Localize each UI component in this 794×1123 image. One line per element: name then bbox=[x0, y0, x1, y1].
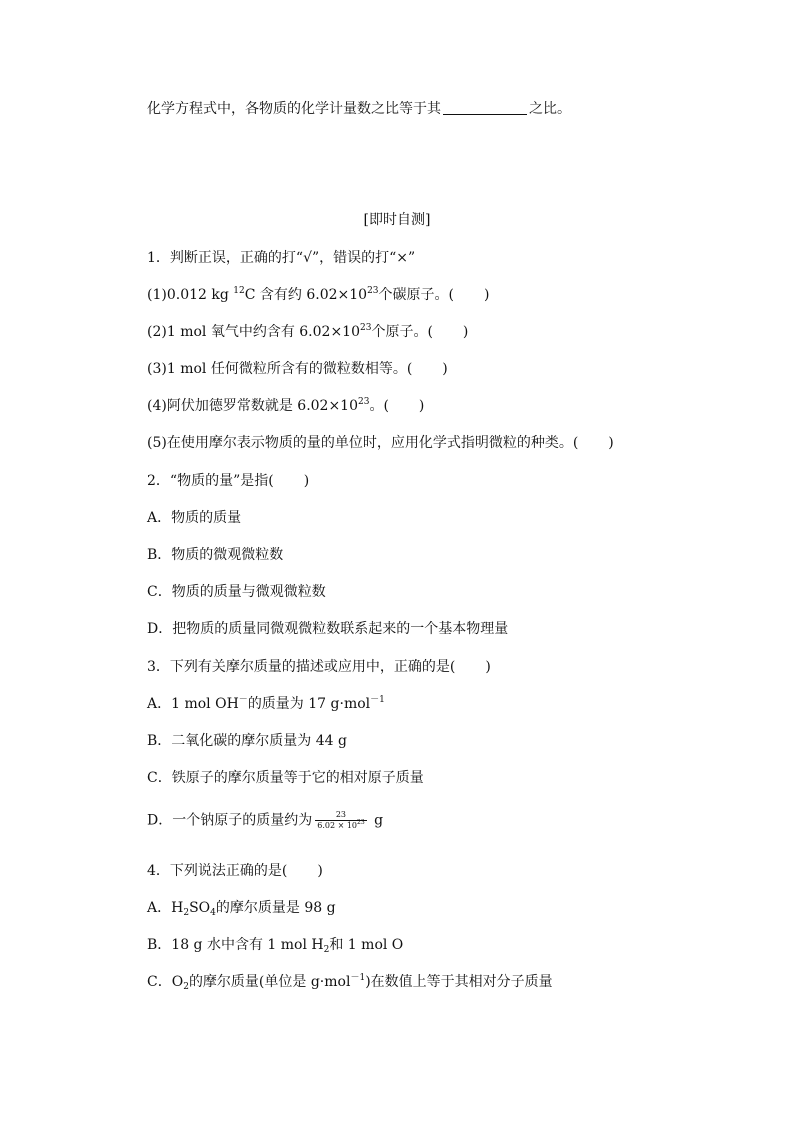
q2-stem: 2．“物质的量”是指( ) bbox=[147, 473, 310, 489]
q1-item-4: (4)阿伏加德罗常数就是 $6.02\times 10^{23}$。( ) bbox=[147, 397, 425, 414]
answer-blank[interactable] bbox=[443, 100, 527, 115]
q3-option-d[interactable]: D．一个钠原子的质量约为 $\frac{23}{6.02 \times 10^{23}}$ g bbox=[147, 810, 384, 830]
q4-option-b[interactable]: B．18 g 水中含有 1 mol $H_2$和 1 mol O bbox=[147, 937, 404, 955]
q4-option-c[interactable]: C．$O_2$的摩尔质量(单位是 g·mol$^{-1}$)在数值上等于其相对分子质量 bbox=[147, 973, 553, 992]
q3-option-c[interactable]: C．铁原子的摩尔质量等于它的相对原子质量 bbox=[147, 770, 424, 786]
q2-option-d[interactable]: D．把物质的质量同微观微粒数联系起来的一个基本物理量 bbox=[147, 621, 509, 637]
q1-item-5: (5)在使用摩尔表示物质的量的单位时，应用化学式指明微粒的种类。( ) bbox=[147, 435, 614, 451]
q1-item-2: (2)1 mol 氧气中约含有 $6.02\times 10^{23}$个原子。( ) bbox=[147, 323, 469, 340]
q4-option-a[interactable]: A．$H_2SO_4$的摩尔质量是 98 g bbox=[147, 900, 336, 918]
q1-stem: 1．判断正误，正确的打“√”，错误的打“×” bbox=[147, 250, 416, 266]
q2-option-c[interactable]: C．物质的质量与微观微粒数 bbox=[147, 584, 326, 600]
fraction: $\frac{23}{6.02 \times 10^{23}}$ bbox=[317, 810, 365, 830]
section-title: [即时自测] bbox=[363, 212, 431, 228]
intro-line bbox=[147, 100, 571, 118]
intro-text-before: 化学方程式中，各物质的化学计量数之比等于其 bbox=[147, 101, 441, 117]
intro-text-after: 之比。 bbox=[529, 101, 571, 117]
q1-item-3: (3)1 mol 任何微粒所含有的微粒数相等。( ) bbox=[147, 361, 448, 377]
q2-option-a[interactable]: A．物质的质量 bbox=[147, 510, 242, 526]
q4-stem: 4．下列说法正确的是( ) bbox=[147, 863, 323, 879]
q3-option-a[interactable]: A．1 mol OH－的质量为 17 g·mol$^{-1}$ bbox=[147, 695, 385, 712]
q1-item-1: (1)0.012 kg $^{12}$C 含有约 $6.02\times 10^{23}$个碳原子。( ) bbox=[147, 286, 490, 303]
q3-option-b[interactable]: B．二氧化碳的摩尔质量为 44 g bbox=[147, 733, 347, 749]
q3-stem: 3．下列有关摩尔质量的描述或应用中，正确的是( ) bbox=[147, 659, 491, 675]
q2-option-b[interactable]: B．物质的微观微粒数 bbox=[147, 547, 284, 563]
